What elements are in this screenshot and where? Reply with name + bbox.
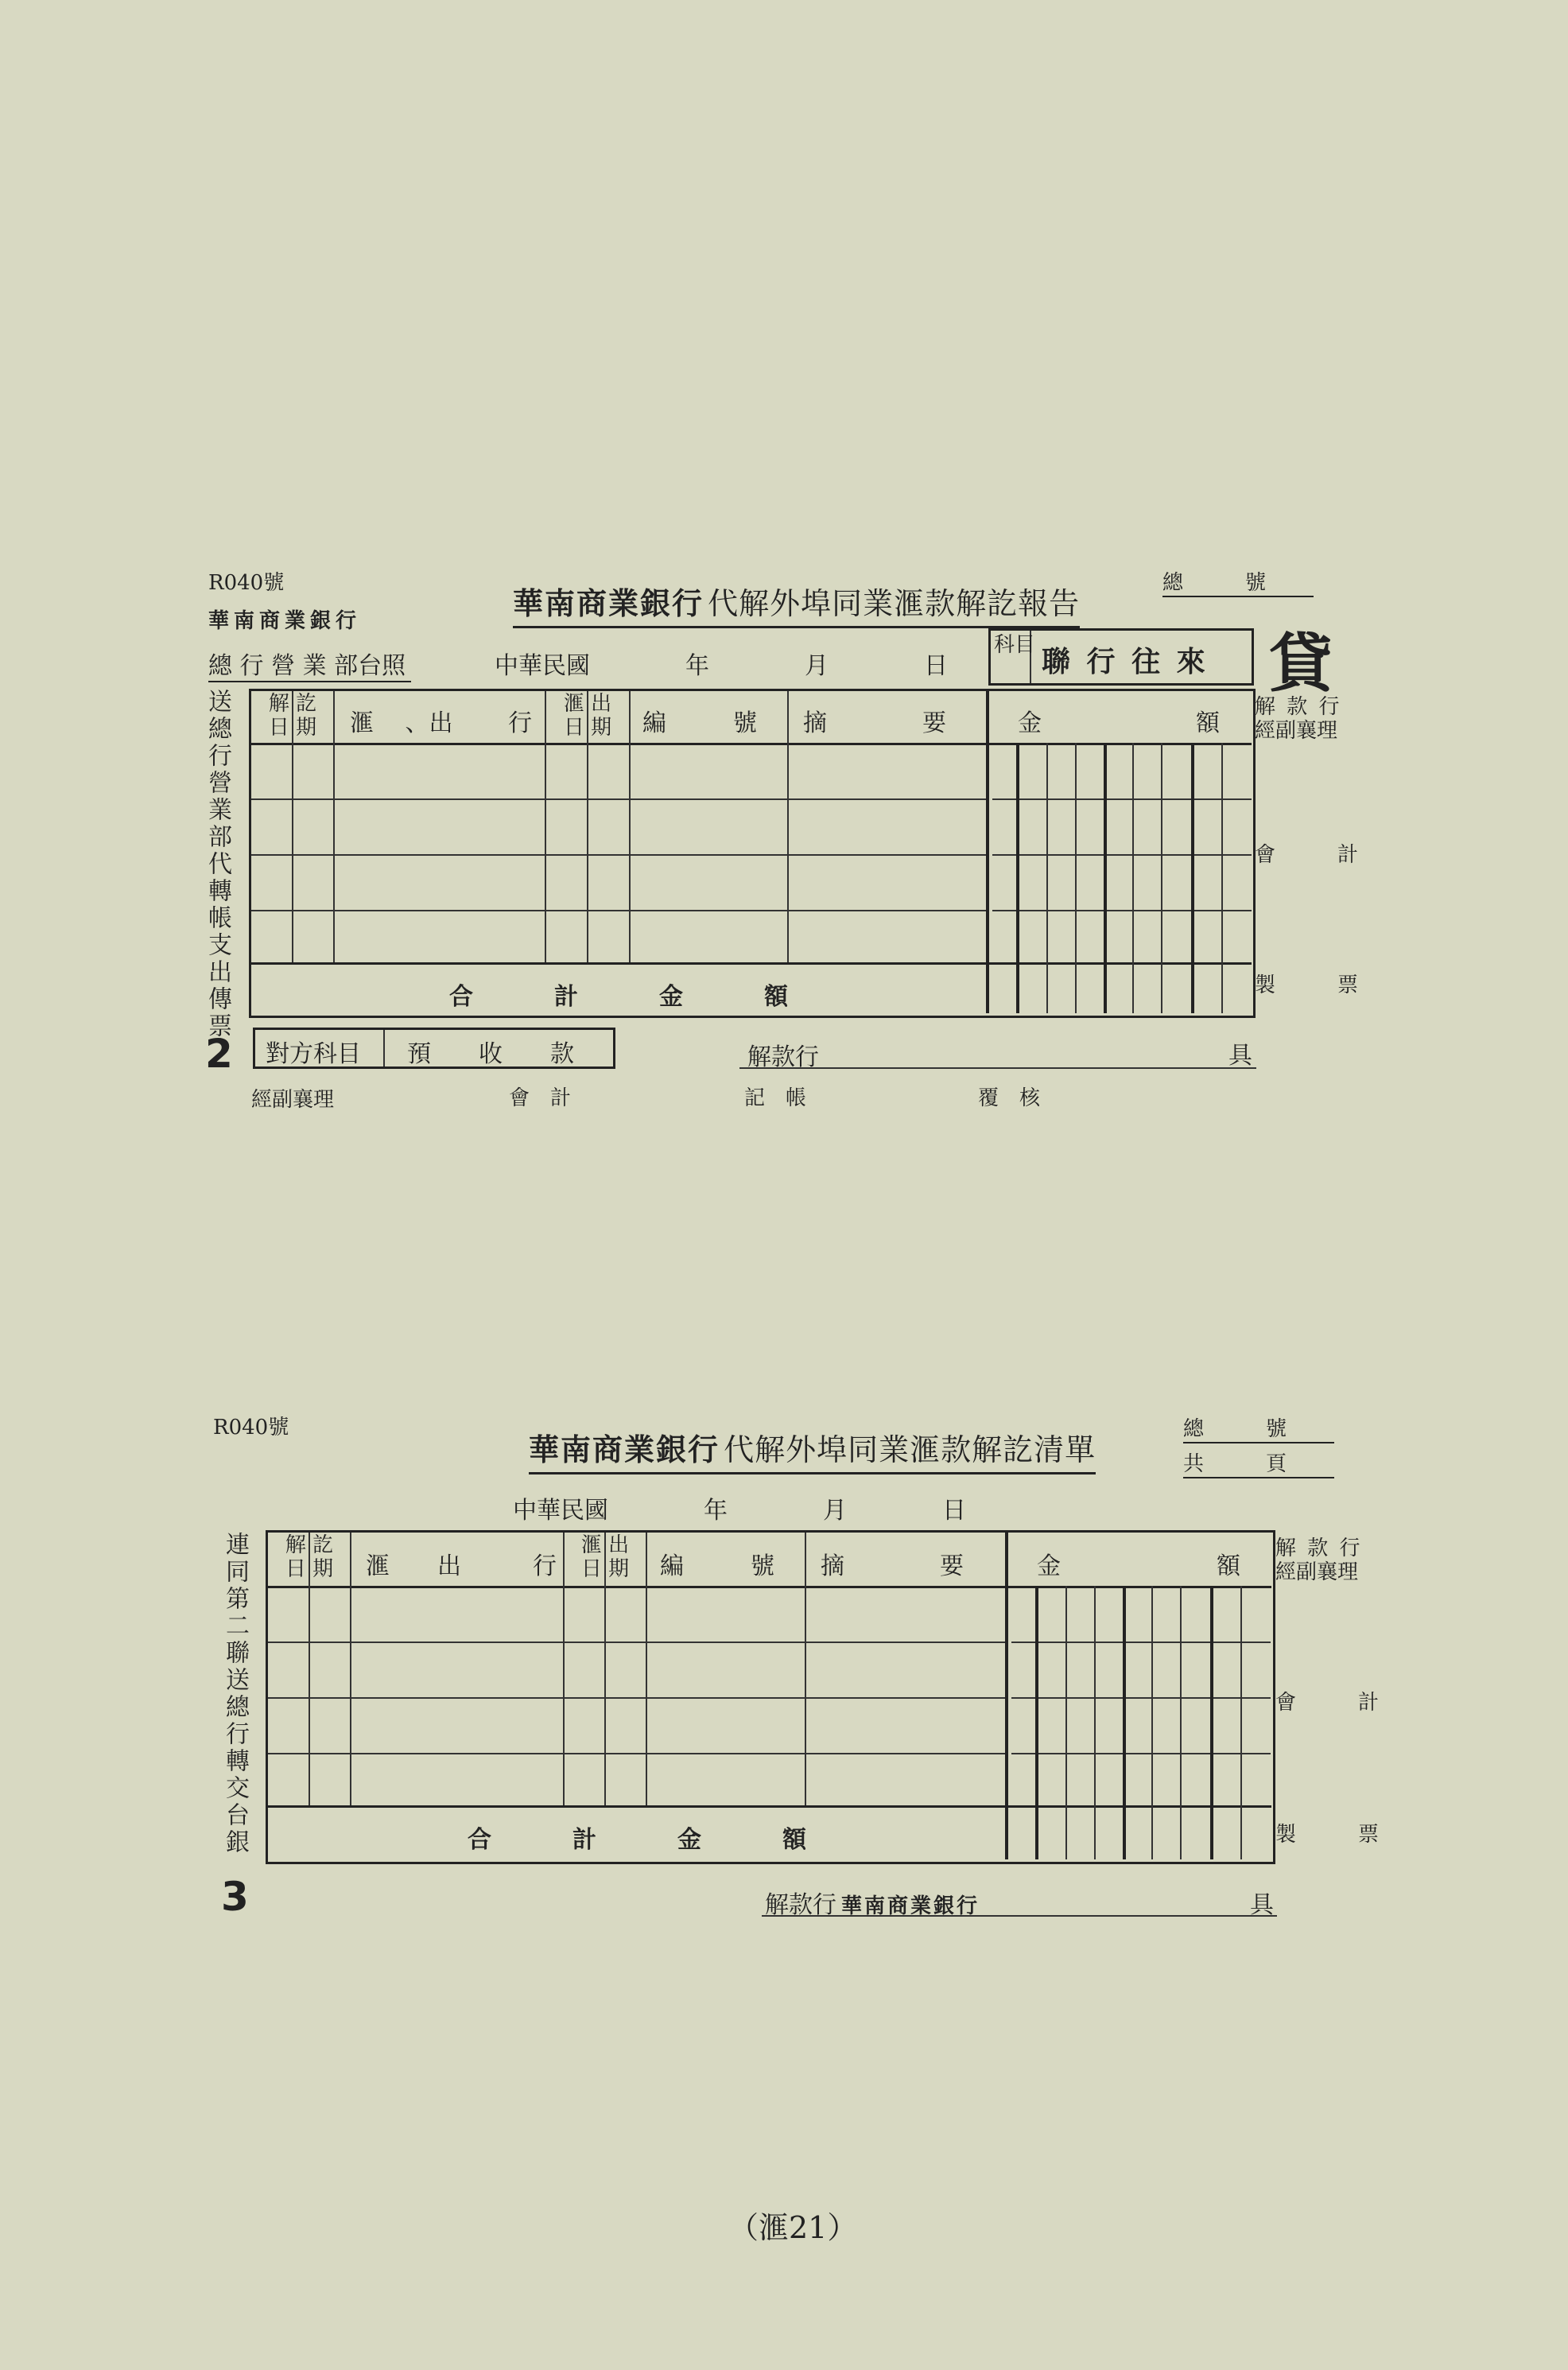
title-bank-name: 華南商業銀行 bbox=[529, 1432, 720, 1467]
right-accounting: 會 計 bbox=[1255, 843, 1359, 867]
copy-number: 3 bbox=[221, 1874, 249, 1920]
page-number: （滙21） bbox=[728, 2210, 858, 2245]
col-remitting-bank: 滙 出 行 bbox=[366, 1552, 557, 1580]
col-summary: 摘 要 bbox=[821, 1552, 964, 1580]
total-amount-label: 合 計 金 額 bbox=[449, 983, 790, 1011]
col-amount-e: 額 bbox=[1196, 709, 1220, 737]
counter-account-value: 預 收 款 bbox=[407, 1040, 574, 1068]
form-title bbox=[513, 579, 1080, 628]
issuer-ju: 具 bbox=[1228, 1042, 1252, 1070]
col-remit-date: 滙 出 日 期 bbox=[580, 1533, 630, 1581]
col-amount-jin: 金 bbox=[1037, 1552, 1061, 1580]
subject-label: 科目 bbox=[994, 633, 1036, 657]
col-serial-no: 編 號 bbox=[642, 709, 763, 737]
right-settling-bank: 解 款 行 bbox=[1275, 1537, 1363, 1560]
col-summary: 摘 要 bbox=[803, 709, 946, 737]
side-instruction: 連同第二聯送總行轉交台銀 bbox=[221, 1532, 249, 1856]
right-manager: 經副襄理 bbox=[1255, 719, 1338, 743]
date-line: 中華民國 年 月 日 bbox=[495, 652, 948, 680]
title-bank-name: 華南商業銀行 bbox=[513, 585, 704, 621]
sign-accounting: 會 計 bbox=[509, 1086, 572, 1110]
bank-name-small: 華南商業銀行 bbox=[208, 609, 362, 633]
credit-mark: 貸 bbox=[1269, 626, 1333, 701]
page-count-field: 共 頁 bbox=[1183, 1447, 1334, 1478]
right-voucher-maker: 製 票 bbox=[1275, 1823, 1380, 1847]
issuer-ju: 具 bbox=[1250, 1891, 1274, 1919]
title-text: 代解外埠同業滙款解訖報告 bbox=[708, 586, 1081, 621]
col-serial-no: 編 號 bbox=[660, 1552, 781, 1580]
sign-bookkeeping: 記 帳 bbox=[744, 1086, 807, 1110]
right-accounting: 會 計 bbox=[1275, 1691, 1380, 1715]
total-number-field: 總 號 bbox=[1162, 566, 1314, 597]
issuer-label: 解款行 華南商業銀行 bbox=[765, 1891, 980, 1919]
sign-review: 覆 核 bbox=[978, 1086, 1041, 1110]
subject-value: 聯 行 往 來 bbox=[1042, 645, 1209, 678]
col-settle-date: 解 訖 日 期 bbox=[268, 692, 317, 740]
sign-manager: 經副襄理 bbox=[251, 1088, 335, 1112]
recipient-dept: 總 行 營 業 部台照 bbox=[208, 646, 411, 682]
issuer-bank: 華南商業銀行 bbox=[841, 1894, 980, 1918]
counter-account-label: 對方科目 bbox=[266, 1040, 361, 1068]
form-code: R040號 bbox=[213, 1416, 289, 1439]
form-title bbox=[529, 1425, 1096, 1474]
total-number-field: 總 號 bbox=[1183, 1412, 1334, 1443]
title-text: 代解外埠同業滙款解訖清單 bbox=[724, 1432, 1096, 1467]
side-instruction: 送總行營業部代轉帳支出傳票 bbox=[204, 689, 231, 1040]
col-amount-e: 額 bbox=[1217, 1552, 1240, 1580]
date-line: 中華民國 年 月 日 bbox=[513, 1497, 966, 1525]
copy-number: 2 bbox=[205, 1031, 233, 1077]
col-remitting-bank: 滙 、出 行 bbox=[350, 709, 533, 737]
issuer-label: 解款行 bbox=[747, 1043, 819, 1071]
right-manager: 經副襄理 bbox=[1275, 1560, 1359, 1584]
col-remit-date: 滙 出 日 期 bbox=[563, 692, 612, 740]
form-code: R040號 bbox=[208, 571, 285, 595]
col-settle-date: 解 訖 日 期 bbox=[285, 1533, 334, 1581]
right-settling-bank: 解 款 行 bbox=[1255, 695, 1342, 719]
right-voucher-maker: 製 票 bbox=[1255, 973, 1359, 997]
col-amount-jin: 金 bbox=[1018, 709, 1042, 737]
total-amount-label: 合 計 金 額 bbox=[468, 1826, 809, 1854]
